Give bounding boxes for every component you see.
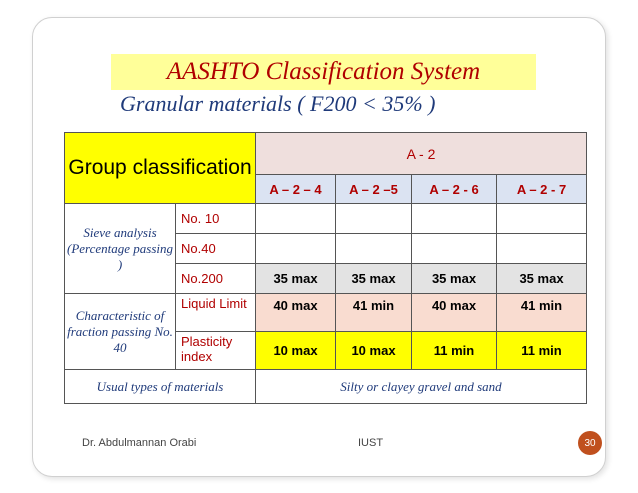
- usual-materials-label: Usual types of materials: [65, 370, 256, 404]
- plasticity-index-value: 10 max: [256, 332, 336, 370]
- slide-title: [111, 54, 536, 90]
- no200-value: 35 max: [497, 264, 587, 294]
- sieve-no10: No. 10: [176, 204, 256, 234]
- a2-header: A - 2: [256, 133, 587, 175]
- no200-value: 35 max: [412, 264, 497, 294]
- usual-materials-value: Silty or clayey gravel and sand: [256, 370, 587, 404]
- table-cell: [336, 204, 412, 234]
- sieve-no200: No.200: [176, 264, 256, 294]
- sieve-analysis-label: Sieve analysis (Percentage passing ): [65, 204, 176, 294]
- table-cell: [256, 204, 336, 234]
- footer-author: Dr. Abdulmannan Orabi: [82, 437, 197, 449]
- characteristic-label: Characteristic of fraction passing No. 40: [65, 294, 176, 370]
- plasticity-index-value: 10 max: [336, 332, 412, 370]
- table-cell: [412, 204, 497, 234]
- subgroup-header: A – 2 - 6: [412, 175, 497, 204]
- liquid-limit-value: 41 min: [336, 294, 412, 332]
- table-cell: [497, 204, 587, 234]
- subgroup-header: A – 2 - 7: [497, 175, 587, 204]
- plasticity-index-value: 11 min: [412, 332, 497, 370]
- plasticity-index-label: Plasticity index: [176, 332, 256, 370]
- liquid-limit-value: 40 max: [256, 294, 336, 332]
- page-number-badge: 30: [578, 431, 602, 455]
- table-cell: [256, 234, 336, 264]
- classification-table: [64, 132, 587, 404]
- subgroup-header: A – 2 – 4: [256, 175, 336, 204]
- no200-value: 35 max: [256, 264, 336, 294]
- group-classification-header: Group classification: [65, 133, 256, 204]
- liquid-limit-label: Liquid Limit: [176, 294, 256, 332]
- slide-title-text: AASHTO Classification System: [166, 58, 481, 85]
- footer-org: IUST: [358, 437, 384, 449]
- table-cell: [497, 234, 587, 264]
- table-cell: [336, 234, 412, 264]
- subgroup-header: A – 2 –5: [336, 175, 412, 204]
- slide-subtitle: Granular materials ( F200 < 35% ): [120, 91, 436, 116]
- liquid-limit-value: 41 min: [497, 294, 587, 332]
- sieve-no40: No.40: [176, 234, 256, 264]
- liquid-limit-value: 40 max: [412, 294, 497, 332]
- plasticity-index-value: 11 min: [497, 332, 587, 370]
- no200-value: 35 max: [336, 264, 412, 294]
- table-cell: [412, 234, 497, 264]
